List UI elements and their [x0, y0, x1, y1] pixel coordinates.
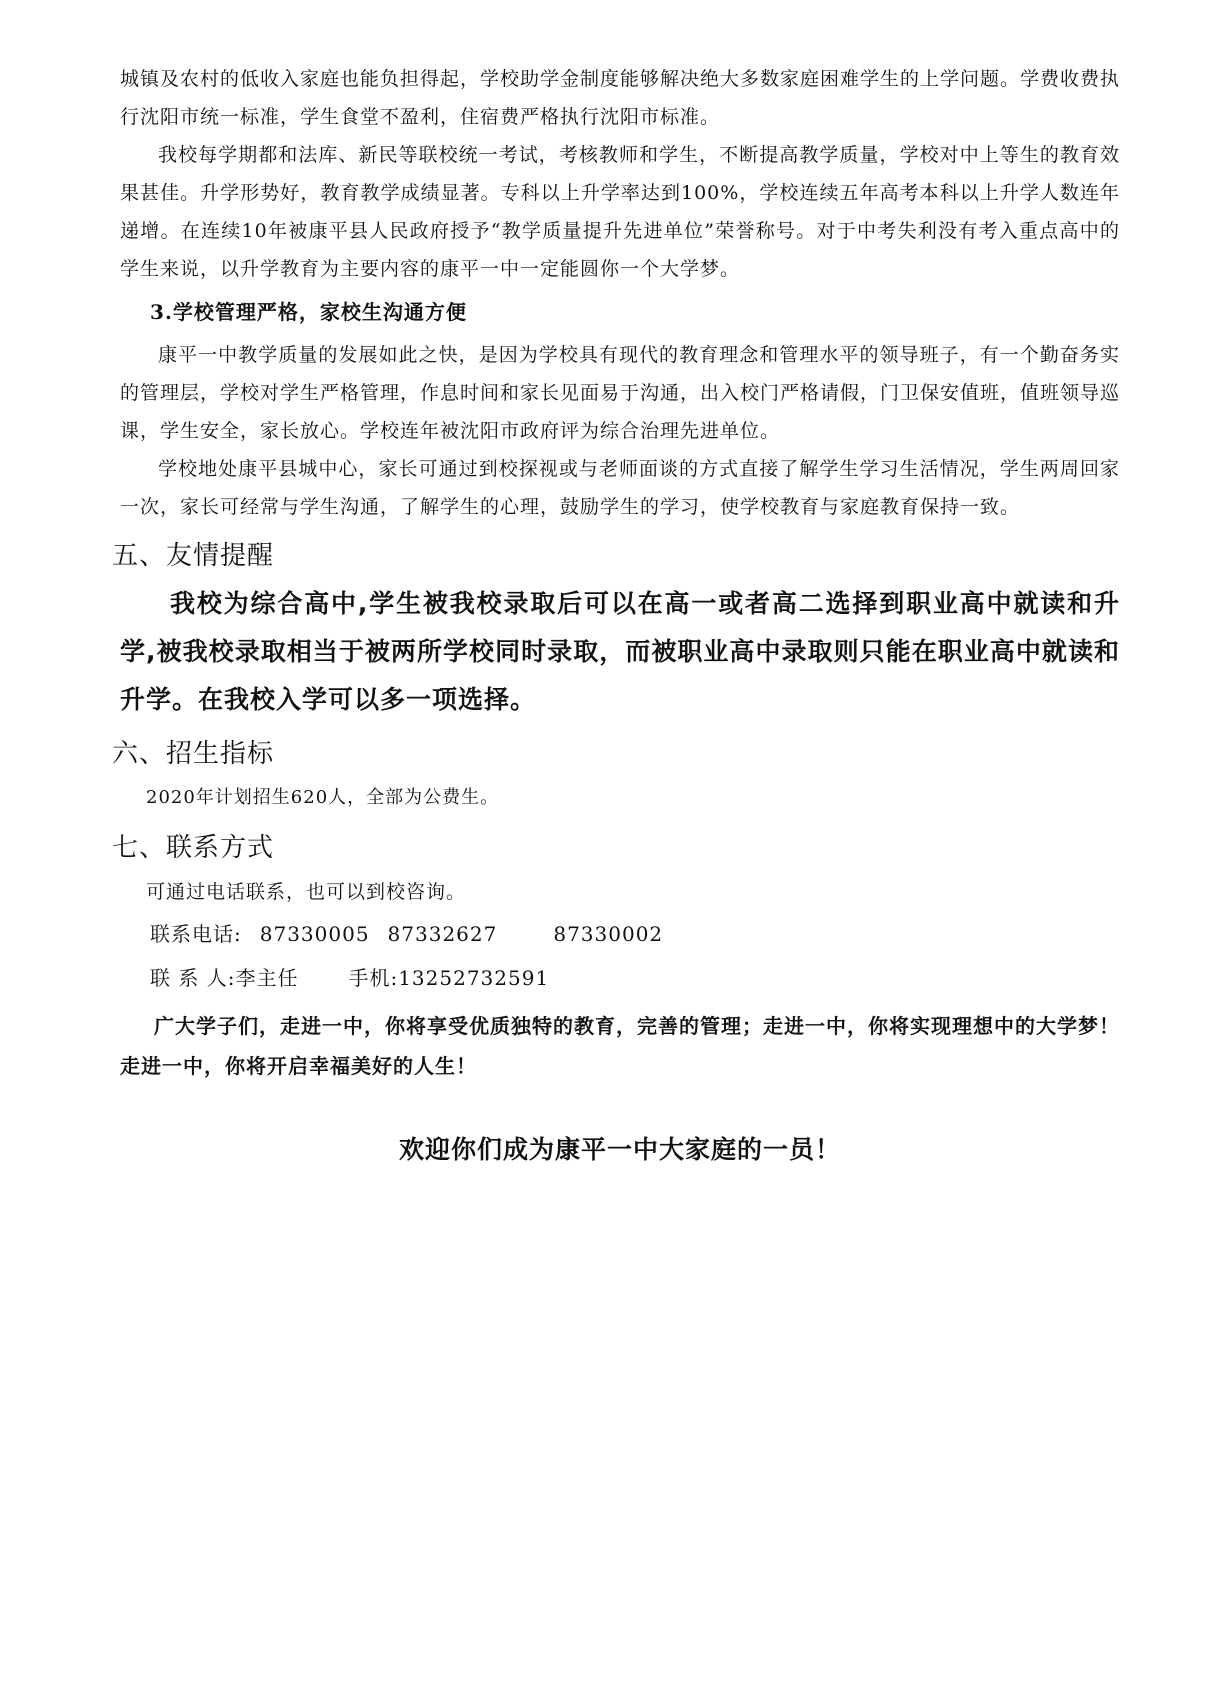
contact-label: 联 系 人:: [150, 966, 236, 990]
contact-intro: 可通过电话联系，也可以到校咨询。: [146, 881, 467, 903]
contact-phones: [150, 912, 1120, 956]
contact-person: [150, 956, 1120, 1000]
paragraph-management: 康平一中教学质量的发展如此之快，是因为学校具有现代的教育理念和管理水平的领导班子，有一个勤奋务实的管理层，学校对学生严格管理，作息时间和家长见面易于沟通，出入校门严格请假，门卫保安值班，值班领导巡课，学生安全，家长放心。学校连年被沈阳市政府评为综合治理先进单位。: [120, 344, 1121, 442]
phone-number: 87330005: [259, 922, 370, 946]
paragraph-location: 学校地处康平县城中心，家长可通过到校探视或与老师面谈的方式直接了解学生学习生活情况，学生两周回家一次，家长可经常与学生沟通，了解学生的心理，鼓励学生的学习，使学校教育与家庭教育保持一致。: [120, 458, 1120, 518]
paragraph-teaching-quality: 我校每学期都和法库、新民等联校统一考试，考核教师和学生，不断提高教学质量，学校对中上等生的教育效果甚佳。升学形势好，教育教学成绩显著。专科以上升学率达到100%，学校连续五年高考本科以上升学人数连年递增。在连续10年被康平县人民政府授予“教学质量提升先进单位”荣誉称号。对于中考失利没有考入重点高中的学生来说，以升学教育为主要内容的康平一中一定能圆你一个大学梦。: [120, 144, 1120, 280]
paragraph-fees: 城镇及农村的低收入家庭也能负担得起，学校助学金制度能够解决绝大多数家庭困难学生的上学问题。学费收费执行沈阳市统一标准，学生食堂不盈利，住宿费严格执行沈阳市标准。: [120, 68, 1121, 128]
heading-reminder: 五、友情提醒: [112, 541, 275, 571]
document-page: [112, 60, 1121, 1166]
heading-enrollment-quota: 六、招生指标: [112, 739, 275, 769]
phone-label: 联系电话:: [150, 922, 242, 946]
paragraph-enrollment-quota: 2020年计划招生620人，全部为公费生。: [146, 787, 500, 808]
closing-paragraph: 广大学子们，走进一中，你将享受优质独特的教育，完善的管理；走进一中，你将实现理想中的大学梦！走进一中，你将开启幸福美好的人生！: [120, 1014, 1120, 1078]
phone-number: 87332627: [387, 922, 498, 946]
heading-contact: 七、联系方式: [112, 833, 275, 863]
mobile-number: 13252732591: [398, 966, 550, 990]
subheading-management: 3.学校管理严格，家校生沟通方便: [150, 300, 467, 324]
mobile-label: 手机:: [348, 966, 399, 990]
paragraph-reminder: 我校为综合高中,学生被我校录取后可以在高一或者高二选择到职业高中就读和升学,被我校录取相当于被两所学校同时录取，而被职业高中录取则只能在职业高中就读和升学。在我校入学可以多一项选择。: [120, 589, 1120, 714]
contact-name: 李主任: [235, 966, 299, 990]
phone-number: 87330002: [553, 922, 664, 946]
welcome-line: 欢迎你们成为康平一中大家庭的一员！: [398, 1135, 841, 1164]
